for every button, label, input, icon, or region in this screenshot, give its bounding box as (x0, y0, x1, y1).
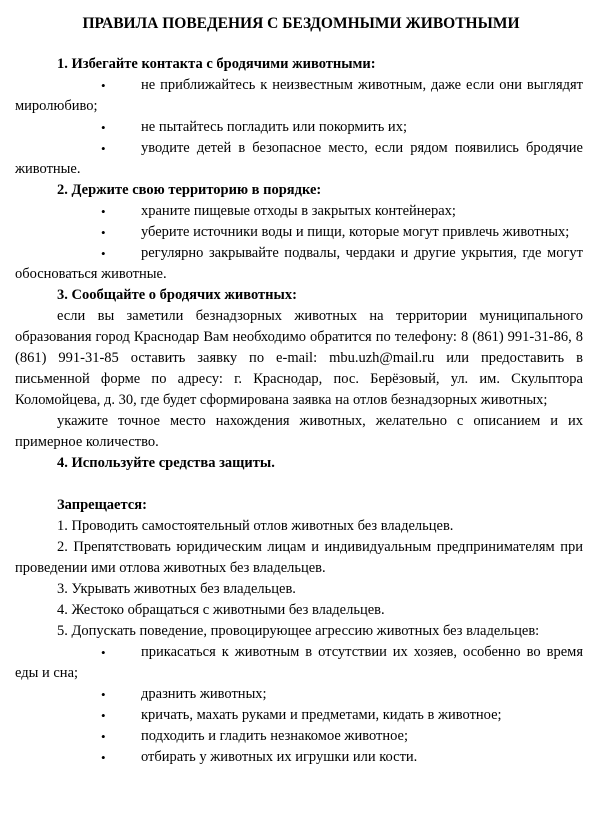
section-1-heading: 1. Избегайте контакта с бродячими животными: (57, 56, 376, 72)
forbidden-item: 4. Жестоко обращаться с животными без владельцев. (57, 602, 385, 618)
section-3-paragraph: если вы заметили безнадзорных животных на территории муниципального образования город Краснодар Вам необходимо обратится по телефону: 8 (861) 991-31-86, 8 (861) 991-31-85 оставить заявку по e-mail: mbu.uzh@mail.ru или предоставить в письменной форме по адресу: г. Краснодар, пос. Берёзовый, ул. им. Скульптора Коломойцева, д. 30, где будет сформирована заявка на отлов безнадзорных животных; (15, 308, 583, 408)
forbidden-item: 5. Допускать поведение, провоцирующее агрессию животных без владельцев: (57, 623, 540, 639)
section-2-heading: 2. Держите свою территорию в порядке: (57, 182, 322, 198)
list-item: • не приближайтесь к неизвестным животным, даже если они выглядят миролюбиво; (15, 77, 583, 114)
list-item: • подходить и гладить незнакомое животное; (15, 726, 583, 747)
list-item: • регулярно закрывайте подвалы, чердаки и другие укрытия, где могут обосноваться животные. (15, 245, 583, 282)
bullet-icon: • (101, 687, 106, 702)
bullet-icon: • (101, 750, 106, 765)
spacer (15, 474, 583, 495)
bullet-icon: • (101, 708, 106, 723)
forbidden-item: 3. Укрывать животных без владельцев. (57, 581, 296, 597)
forbidden-heading: Запрещается: (57, 497, 147, 513)
list-item: • отбирать у животных их игрушки или кости. (15, 747, 583, 768)
bullet-icon: • (101, 120, 106, 135)
bullet-icon: • (101, 246, 106, 261)
section-4-heading: 4. Используйте средства защиты. (57, 455, 275, 471)
section-3-heading: 3. Сообщайте о бродячих животных: (57, 287, 297, 303)
page-title: ПРАВИЛА ПОВЕДЕНИЯ С БЕЗДОМНЫМИ ЖИВОТНЫМИ (82, 15, 520, 32)
bullet-icon: • (101, 78, 106, 93)
section-3-paragraph: укажите точное место нахождения животных, желательно с описанием и их примерное количество. (15, 413, 583, 450)
bullet-icon: • (101, 141, 106, 156)
bullet-icon: • (101, 729, 106, 744)
list-item: • дразнить животных; (15, 684, 583, 705)
list-item: • уводите детей в безопасное место, если рядом появились бродячие животные. (15, 140, 583, 177)
forbidden-item: 2. Препятствовать юридическим лицам и индивидуальным предпринимателям при проведении ими отлова животных без владельцев. (15, 539, 583, 576)
forbidden-item: 1. Проводить самостоятельный отлов животных без владельцев. (57, 518, 454, 534)
bullet-icon: • (101, 204, 106, 219)
document-page (15, 14, 583, 768)
list-item: • не пытайтесь погладить или покормить их; (15, 117, 583, 138)
list-item: • храните пищевые отходы в закрытых контейнерах; (15, 201, 583, 222)
list-item: • уберите источники воды и пищи, которые могут привлечь животных; (15, 222, 583, 243)
list-item: • кричать, махать руками и предметами, кидать в животное; (15, 705, 583, 726)
bullet-icon: • (101, 225, 106, 240)
bullet-icon: • (101, 645, 106, 660)
list-item: • прикасаться к животным в отсутствии их хозяев, особенно во время еды и сна; (15, 644, 583, 681)
